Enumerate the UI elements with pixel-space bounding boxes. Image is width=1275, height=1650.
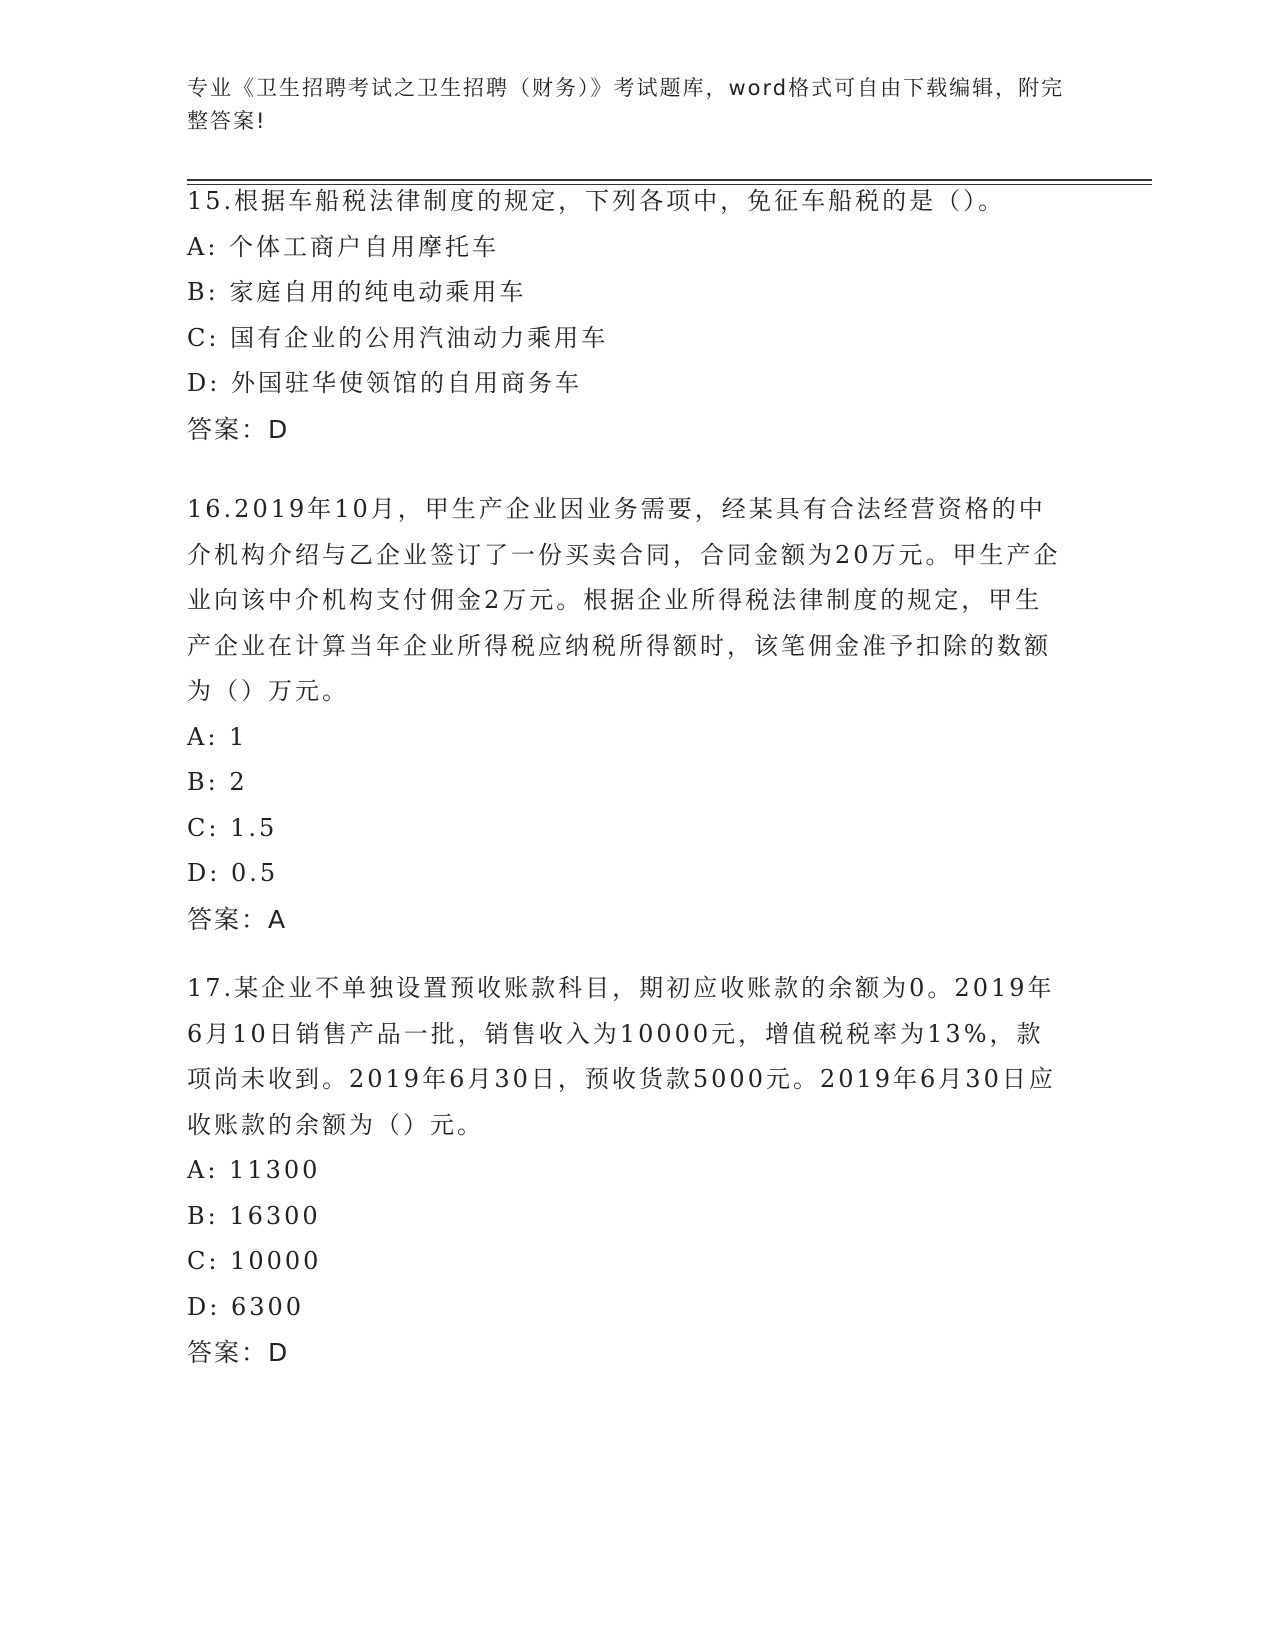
option-c: C: 10000 — [187, 1247, 322, 1275]
document-header-text: 专业《卫生招聘考试之卫生招聘（财务）》考试题库，word格式可自由下载编辑，附完整答案! — [187, 76, 1065, 133]
answer-label: 答案：D — [187, 1338, 290, 1367]
option-c: C: 国有企业的公用汽油动力乘用车 — [187, 323, 609, 352]
question-15 — [187, 179, 1067, 452]
question-stem: 16.2019年10月，甲生产企业因业务需要，经某具有合法经营资格的中介机构介绍与乙企业签订了一份买卖合同，合同金额为20万元。甲生产企业向该中介机构支付佣金2万元。根据企业所得税法律制度的规定，甲生产企业在计算当年企业所得税应纳税所得额时，该笔佣金准予扣除的数额为（）万元。 — [187, 495, 1061, 705]
option-d: D: 外国驻华使领馆的自用商务车 — [187, 369, 582, 397]
question-stem: 15.根据车船税法律制度的规定，下列各项中，免征车船税的是（）。 — [187, 187, 1006, 215]
option-c: C: 1.5 — [187, 813, 278, 842]
option-b: B: 家庭自用的纯电动乘用车 — [187, 278, 527, 306]
answer-label: 答案：A — [187, 904, 288, 934]
option-b: B: 2 — [187, 768, 248, 796]
option-a: A: 11300 — [187, 1156, 321, 1184]
option-a: A: 1 — [187, 722, 248, 751]
question-17 — [187, 966, 1067, 1376]
answer-label: 答案：D — [187, 414, 290, 444]
option-d: D: 6300 — [187, 1292, 305, 1321]
option-a: A: 个体工商户自用摩托车 — [187, 232, 500, 261]
option-d: D: 0.5 — [187, 859, 279, 887]
option-b: B: 16300 — [187, 1201, 321, 1230]
question-stem: 17.某企业不单独设置预收账款科目，期初应收账款的余额为0。2019年6月10日销售产品一批，销售收入为10000元，增值税税率为13%，款项尚未收到。2019年6月30日，预收货款5000元。2019年6月30日应收账款的余额为（）元。 — [187, 974, 1056, 1139]
question-16 — [187, 487, 1067, 942]
